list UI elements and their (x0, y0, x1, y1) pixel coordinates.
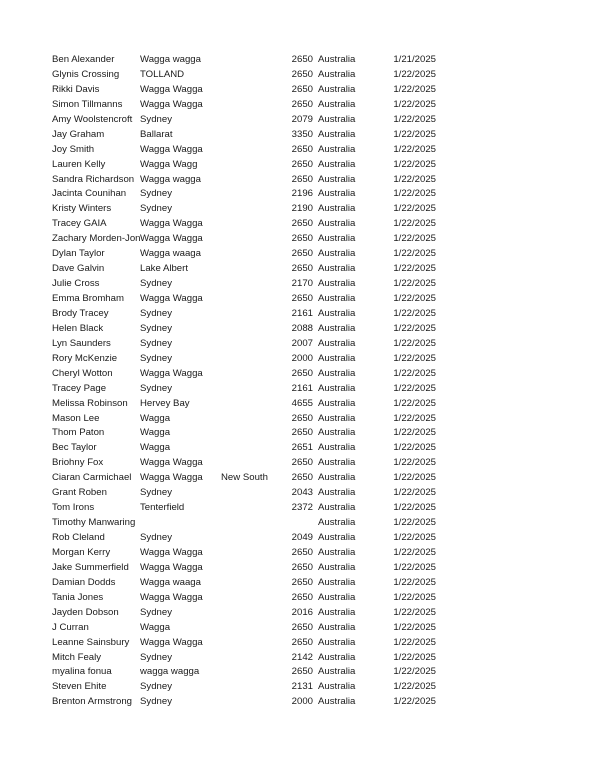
cell-name: Dave Galvin (52, 263, 105, 275)
cell-date: 1/22/2025 (393, 352, 436, 364)
cell-name: Jake Summerfield (52, 561, 129, 573)
cell-postcode: 2650 (291, 173, 313, 185)
cell-city: Wagga Wagga (140, 218, 203, 230)
cell-name: Morgan Kerry (52, 546, 111, 558)
cell-date: 1/22/2025 (393, 636, 436, 648)
cell-city: Wagga Wagga (140, 367, 203, 379)
cell-country: Australia (318, 68, 356, 80)
cell-postcode: 2650 (291, 98, 313, 110)
cell-postcode: 2196 (291, 188, 313, 200)
cell-date: 1/22/2025 (393, 606, 436, 618)
cell-date: 1/22/2025 (393, 367, 436, 379)
table-row (0, 456, 600, 471)
cell-country: Australia (318, 532, 356, 543)
cell-postcode: 2650 (291, 293, 313, 304)
table-row (0, 232, 600, 247)
table-row (0, 173, 600, 188)
cell-name: Joy Smith (52, 143, 95, 155)
cell-country: Australia (318, 188, 356, 200)
table-row (0, 636, 600, 651)
cell-date: 1/22/2025 (393, 382, 436, 394)
cell-country: Australia (318, 173, 356, 185)
table-row (0, 217, 600, 232)
cell-name: Leanne Sainsbury (52, 636, 130, 648)
cell-name: Rikki Davis (52, 83, 100, 95)
table-row (0, 412, 600, 427)
cell-date: 1/22/2025 (393, 68, 436, 80)
cell-country: Australia (318, 367, 356, 379)
cell-name: Ben Alexander (52, 54, 115, 65)
table-row (0, 128, 600, 143)
cell-city: Sydney (140, 606, 172, 618)
cell-country: Australia (318, 397, 356, 409)
cell-name: Simon Tillmanns (52, 98, 123, 110)
cell-postcode: 2190 (291, 203, 313, 215)
cell-name: Melissa Robinson (52, 397, 128, 409)
cell-city: Tenterfield (140, 502, 185, 514)
cell-date: 1/22/2025 (393, 472, 436, 484)
cell-postcode: 2650 (291, 68, 313, 80)
cell-date: 1/22/2025 (393, 397, 436, 409)
cell-country: Australia (318, 472, 356, 484)
cell-postcode: 2650 (291, 666, 313, 678)
table-row (0, 83, 600, 98)
cell-name: Lauren Kelly (52, 158, 106, 170)
table-row (0, 322, 600, 337)
cell-country: Australia (318, 233, 356, 245)
cell-country: Australia (318, 128, 356, 140)
table-row (0, 621, 600, 636)
cell-postcode: 2650 (291, 472, 313, 484)
cell-name: myalina fonua (52, 666, 112, 678)
cell-name: Tania Jones (52, 591, 104, 603)
cell-city: Wagga Wagg (140, 158, 198, 170)
cell-country: Australia (318, 203, 356, 215)
cell-postcode: 2088 (291, 322, 313, 334)
table-row (0, 262, 600, 277)
cell-postcode: 2650 (291, 576, 313, 588)
cell-date: 1/22/2025 (393, 307, 436, 319)
cell-city: Wagga Wagga (140, 83, 203, 95)
cell-date: 1/22/2025 (393, 666, 436, 678)
cell-name: Steven Ehite (52, 681, 107, 693)
cell-city: Wagga Wagga (140, 472, 203, 484)
cell-name: Julie Cross (52, 278, 100, 290)
cell-city: Wagga (140, 621, 171, 633)
table-row (0, 53, 600, 68)
cell-country: Australia (318, 666, 356, 678)
cell-city: Wagga Wagga (140, 143, 203, 155)
cell-postcode: 2650 (291, 546, 313, 558)
table-row (0, 695, 600, 710)
cell-postcode: 2000 (291, 696, 313, 708)
cell-country: Australia (318, 54, 356, 65)
cell-city: Sydney (140, 322, 172, 334)
cell-city: Sydney (140, 651, 172, 663)
cell-name: Briohny Fox (52, 457, 104, 469)
cell-name: Zachary Morden-Jon (52, 233, 141, 245)
cell-name: Bec Taylor (52, 442, 97, 454)
cell-postcode: 2650 (291, 621, 313, 633)
cell-country: Australia (318, 636, 356, 648)
cell-date: 1/21/2025 (393, 54, 436, 65)
cell-name: Ciaran Carmichael (52, 472, 132, 484)
table-row (0, 426, 600, 441)
cell-city: Sydney (140, 203, 172, 215)
table-row (0, 98, 600, 113)
cell-name: Mitch Fealy (52, 651, 102, 663)
cell-country: Australia (318, 576, 356, 588)
cell-country: Australia (318, 517, 356, 529)
cell-city: Wagga (140, 442, 171, 454)
cell-postcode: 2161 (291, 382, 313, 394)
cell-city: Sydney (140, 188, 172, 200)
cell-name: Dylan Taylor (52, 248, 105, 260)
cell-country: Australia (318, 621, 356, 633)
table-row (0, 158, 600, 173)
cell-postcode: 2651 (291, 442, 313, 454)
cell-name: Brody Tracey (52, 307, 109, 319)
cell-city: Wagga waaga (140, 248, 201, 260)
table-row (0, 606, 600, 621)
cell-name: Jay Graham (52, 128, 105, 140)
cell-country: Australia (318, 293, 356, 304)
cell-country: Australia (318, 696, 356, 708)
cell-country: Australia (318, 322, 356, 334)
cell-country: Australia (318, 382, 356, 394)
cell-date: 1/22/2025 (393, 128, 436, 140)
cell-country: Australia (318, 248, 356, 260)
cell-name: Cheryl Wotton (52, 367, 113, 379)
table-row (0, 516, 600, 531)
cell-country: Australia (318, 263, 356, 275)
cell-country: Australia (318, 487, 356, 499)
cell-city: Wagga Wagga (140, 293, 203, 304)
cell-postcode: 2049 (291, 532, 313, 543)
cell-city: Sydney (140, 352, 172, 364)
cell-city: Wagga wagga (140, 173, 201, 185)
cell-city: Wagga Wagga (140, 546, 203, 558)
cell-name: Thom Paton (52, 427, 105, 439)
table-row (0, 531, 600, 546)
cell-date: 1/22/2025 (393, 427, 436, 439)
cell-city: Wagga waaga (140, 576, 201, 588)
cell-country: Australia (318, 412, 356, 424)
cell-country: Australia (318, 427, 356, 439)
cell-country: Australia (318, 457, 356, 469)
cell-date: 1/22/2025 (393, 532, 436, 543)
cell-postcode: 2016 (291, 606, 313, 618)
table-row (0, 292, 600, 307)
cell-date: 1/22/2025 (393, 293, 436, 304)
table-row (0, 143, 600, 158)
table-row (0, 486, 600, 501)
cell-postcode: 2170 (291, 278, 313, 290)
cell-country: Australia (318, 606, 356, 618)
cell-name: Tracey GAIA (52, 218, 107, 230)
cell-postcode: 2079 (291, 113, 313, 125)
cell-country: Australia (318, 98, 356, 110)
cell-city: Sydney (140, 278, 172, 290)
cell-city: Wagga Wagga (140, 561, 203, 573)
cell-postcode: 2650 (291, 218, 313, 230)
cell-name: Brenton Armstrong (52, 696, 132, 708)
cell-name: J Curran (52, 621, 89, 633)
cell-city: Lake Albert (140, 263, 189, 275)
table-row (0, 561, 600, 576)
cell-date: 1/22/2025 (393, 651, 436, 663)
cell-postcode: 2000 (291, 352, 313, 364)
cell-city: Sydney (140, 487, 172, 499)
table-row (0, 382, 600, 397)
table-row (0, 680, 600, 695)
cell-date: 1/22/2025 (393, 591, 436, 603)
table-row (0, 367, 600, 382)
cell-date: 1/22/2025 (393, 113, 436, 125)
cell-postcode: 2372 (291, 502, 313, 514)
table-row (0, 187, 600, 202)
table-row (0, 397, 600, 412)
cell-city: Sydney (140, 696, 172, 708)
cell-date: 1/22/2025 (393, 576, 436, 588)
cell-state: New South (221, 472, 268, 484)
cell-postcode: 2131 (291, 681, 313, 693)
table-row (0, 247, 600, 262)
cell-city: Sydney (140, 382, 172, 394)
cell-name: Rob Cleland (52, 532, 105, 543)
cell-city: Sydney (140, 337, 172, 349)
cell-name: Tracey Page (52, 382, 107, 394)
cell-postcode: 2650 (291, 636, 313, 648)
cell-city: Wagga Wagga (140, 233, 203, 245)
cell-name: Jayden Dobson (52, 606, 119, 618)
cell-date: 1/22/2025 (393, 337, 436, 349)
cell-name: Grant Roben (52, 487, 107, 499)
cell-name: Lyn Saunders (52, 337, 111, 349)
table-row (0, 665, 600, 680)
cell-country: Australia (318, 278, 356, 290)
cell-country: Australia (318, 143, 356, 155)
cell-date: 1/22/2025 (393, 143, 436, 155)
cell-name: Mason Lee (52, 412, 100, 424)
cell-date: 1/22/2025 (393, 188, 436, 200)
cell-postcode: 2650 (291, 367, 313, 379)
cell-postcode: 2650 (291, 143, 313, 155)
cell-country: Australia (318, 218, 356, 230)
cell-postcode: 2650 (291, 158, 313, 170)
cell-city: Ballarat (140, 128, 173, 140)
table-row (0, 352, 600, 367)
cell-name: Damian Dodds (52, 576, 116, 588)
cell-country: Australia (318, 113, 356, 125)
cell-name: Emma Bromham (52, 293, 124, 304)
table-row (0, 546, 600, 561)
cell-country: Australia (318, 546, 356, 558)
cell-date: 1/22/2025 (393, 487, 436, 499)
cell-city: wagga wagga (140, 666, 200, 678)
cell-country: Australia (318, 158, 356, 170)
cell-city: Sydney (140, 681, 172, 693)
cell-city: Wagga Wagga (140, 457, 203, 469)
cell-date: 1/22/2025 (393, 322, 436, 334)
cell-postcode: 2650 (291, 457, 313, 469)
cell-city: Wagga (140, 412, 171, 424)
cell-postcode: 2043 (291, 487, 313, 499)
cell-city: Wagga (140, 427, 171, 439)
cell-postcode: 2142 (291, 651, 313, 663)
cell-postcode: 2650 (291, 83, 313, 95)
table-row (0, 576, 600, 591)
table-row (0, 202, 600, 217)
cell-date: 1/22/2025 (393, 83, 436, 95)
cell-postcode: 2650 (291, 561, 313, 573)
cell-date: 1/22/2025 (393, 546, 436, 558)
table-row (0, 441, 600, 456)
cell-city: Sydney (140, 532, 172, 543)
table-row (0, 277, 600, 292)
cell-postcode: 2650 (291, 427, 313, 439)
cell-date: 1/22/2025 (393, 457, 436, 469)
cell-date: 1/22/2025 (393, 696, 436, 708)
cell-name: Amy Woolstencroft (52, 113, 133, 125)
cell-name: Rory McKenzie (52, 352, 118, 364)
cell-city: Hervey Bay (140, 397, 190, 409)
cell-country: Australia (318, 83, 356, 95)
cell-name: Glynis Crossing (52, 68, 120, 80)
table-row (0, 307, 600, 322)
cell-name: Helen Black (52, 322, 104, 334)
cell-date: 1/22/2025 (393, 233, 436, 245)
cell-name: Jacinta Counihan (52, 188, 127, 200)
cell-date: 1/22/2025 (393, 621, 436, 633)
table-row (0, 651, 600, 666)
cell-country: Australia (318, 651, 356, 663)
cell-date: 1/22/2025 (393, 681, 436, 693)
cell-postcode: 2161 (291, 307, 313, 319)
cell-country: Australia (318, 561, 356, 573)
cell-date: 1/22/2025 (393, 218, 436, 230)
cell-postcode: 2650 (291, 591, 313, 603)
cell-city: Wagga Wagga (140, 591, 203, 603)
cell-country: Australia (318, 337, 356, 349)
cell-date: 1/22/2025 (393, 561, 436, 573)
cell-date: 1/22/2025 (393, 173, 436, 185)
cell-name: Kristy Winters (52, 203, 112, 215)
cell-city: Wagga Wagga (140, 98, 203, 110)
cell-postcode: 3350 (291, 128, 313, 140)
cell-date: 1/22/2025 (393, 442, 436, 454)
cell-date: 1/22/2025 (393, 158, 436, 170)
cell-country: Australia (318, 681, 356, 693)
cell-postcode: 2650 (291, 412, 313, 424)
cell-country: Australia (318, 352, 356, 364)
cell-date: 1/22/2025 (393, 263, 436, 275)
table-row (0, 591, 600, 606)
table-row (0, 113, 600, 128)
cell-country: Australia (318, 307, 356, 319)
cell-name: Timothy Manwaring (52, 517, 136, 529)
cell-date: 1/22/2025 (393, 412, 436, 424)
cell-city: Wagga Wagga (140, 636, 203, 648)
table-row (0, 471, 600, 486)
cell-date: 1/22/2025 (393, 278, 436, 290)
table-row (0, 68, 600, 83)
cell-postcode: 2650 (291, 54, 313, 65)
cell-date: 1/22/2025 (393, 98, 436, 110)
cell-postcode: 2650 (291, 248, 313, 260)
cell-name: Tom Irons (52, 502, 95, 514)
cell-name: Sandra Richardson (52, 173, 135, 185)
cell-date: 1/22/2025 (393, 502, 436, 514)
cell-date: 1/22/2025 (393, 517, 436, 529)
table-row (0, 501, 600, 516)
cell-country: Australia (318, 591, 356, 603)
spreadsheet-table (0, 53, 600, 710)
table-row (0, 337, 600, 352)
cell-city: TOLLAND (140, 68, 185, 80)
cell-city: Wagga wagga (140, 54, 201, 65)
cell-city: Sydney (140, 113, 172, 125)
cell-country: Australia (318, 442, 356, 454)
cell-date: 1/22/2025 (393, 203, 436, 215)
cell-city: Sydney (140, 307, 172, 319)
cell-date: 1/22/2025 (393, 248, 436, 260)
cell-postcode: 4655 (291, 397, 313, 409)
cell-postcode: 2650 (291, 263, 313, 275)
cell-country: Australia (318, 502, 356, 514)
cell-postcode: 2007 (291, 337, 313, 349)
cell-postcode: 2650 (291, 233, 313, 245)
